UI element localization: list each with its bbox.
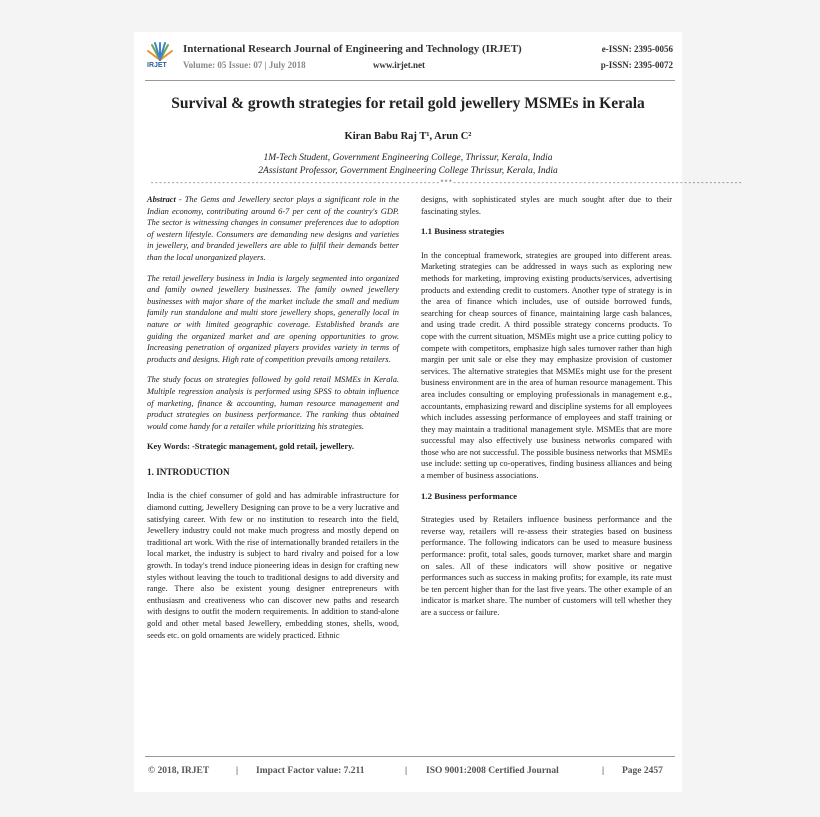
journal-website-link[interactable]: www.irjet.net: [373, 60, 425, 70]
subsection-heading-strategies: 1.1 Business strategies: [421, 226, 505, 237]
footer-divider: |: [602, 766, 605, 776]
irjet-logo: [145, 40, 175, 74]
copyright: © 2018, IRJET: [148, 766, 210, 776]
volume-issue: Volume: 05 Issue: 07 | July 2018: [183, 60, 306, 70]
logo-text: IRJET: [147, 62, 167, 69]
pissn: p-ISSN: 2395-0072: [600, 60, 673, 70]
separator-line: ---------------------------------------------------------------------***---------------------------------------------------------------------: [150, 180, 743, 188]
abstract-paragraph: [147, 194, 399, 264]
abstract-text-2: The retail jewellery business in India is largely segmented into organized and family owned jewellery businesses. The family owned jewellery businesses with major share of the market include the small and medium family run standalone and multi store jewellery shops, generally local in nature or with limited geographic coverage. Established brands are guiding the organized market and are opening opportunities to grow. Increasing penetration of organized players provides variety in terms of products and designs. High rate of competition prevails among retailers.: [147, 273, 399, 364]
journal-name: International Research Journal of Engineering and Technology (IRJET): [183, 43, 522, 55]
continued-text: designs, with sophisticated styles are much sought after due to their fascinating styles.: [421, 195, 672, 216]
abstract-text-3: The study focus on strategies followed by gold retail MSMEs in Kerala. Multiple regression analysis is performed using SPSS to obtain influence of marketing, finance & accounting, human resource management and product strategies on business performance. The ranking thus obtained would come handy for a retailer while prioritizing his strategies.: [147, 375, 399, 431]
eissn: e-ISSN: 2395-0056: [601, 44, 673, 54]
paper-title: Survival & growth strategies for retail gold jewellery MSMEs in Kerala: [171, 95, 645, 112]
page-number: Page 2457: [622, 766, 663, 776]
section-heading-introduction: 1. INTRODUCTION: [147, 466, 230, 477]
footer-rule: [145, 756, 675, 757]
page-footer: [148, 766, 674, 780]
affiliation-1: 1M-Tech Student, Government Engineering College, Thrissur, Kerala, India: [263, 153, 553, 163]
introduction-text: India is the chief consumer of gold and has admirable infrastructure for diamond cutting, Jewellery Designing can prove to be a very lucrative and satisfying career. With few or no institution to research into the field, Jewellery industry could not make much progress and mostly depend on traditional art work. With the rise of internationally branded retailers in the local market, the industry is subject to hard rivalry and poised for a low growth. In today's trend induce pioneering ideas in design for crafting new styles without leaving the touch to traditional designs to add diversity and range. There also be existent young designer entrepreneurs with enthusiasm and creativeness who can discover new paths and research with designs to outfit the modern requirements. In addition to stand-alone gold and other metal based Jewellery, embedding stones, shells, wood, seeds etc. on gold ornaments are widely practiced. Ethnic: [147, 491, 399, 640]
abstract-text-1: - The Gems and Jewellery sector plays a significant role in the Indian economy, contributing around 6-7 per cent of the country's GDP. The sector is witnessing changes in consumer preferences due to adoption of western lifestyle. Consumers are demanding new designs and varieties in jewellery, and branded jewellers are able to fulfil their demands better than the local unorganized players.: [147, 195, 399, 262]
authors: Kiran Babu Raj T¹, Arun C²: [344, 131, 472, 142]
footer-divider: |: [236, 766, 239, 776]
abstract-label: Abstract: [147, 195, 176, 204]
footer-divider: |: [405, 766, 408, 776]
journal-header: [145, 40, 675, 80]
impact-factor: Impact Factor value: 7.211: [256, 766, 365, 776]
strategies-text: In the conceptual framework, strategies are grouped into different areas. Marketing strategies can be addressed in ways such as exploring new methods for marketing, improving existing products/services, advertising products and extending credit to customers. Another type of strategy is in the area of finance which includes, use of outside borrowed funds, searching for cheap sources of finance, maintaining large cash balances, and using trade credit. A third possible strategy concerns products. To cope with the current situation, MSMEs might use a price cutting policy to compete with competitors, emphasize high sales turnover rather than high margin per unit sale or else they may emphasize provision of customer services. The alternative strategies that MSMEs might use for the present business environment are in the area of human resource management. This area includes consulting or employing professionals in management e.g., accountants, emphasizing reward and discipline systems for all employees which includes assessing performance of employees and staff training or they may maintain a traditional management style. MSMEs that are more successful may also effectively use business networks compared with those who are not successful. The possible business networks that MSMEs use include: setting up co-operatives, finding business alliances and being a member of business associations.: [421, 250, 672, 481]
keywords: Key Words: -Strategic management, gold retail, jewellery.: [147, 442, 354, 452]
iso-certification: ISO 9001:2008 Certified Journal: [426, 766, 559, 776]
left-column: [147, 194, 399, 650]
performance-text: Strategies used by Retailers influence business performance and the reverse way, retailers will re-assess their strategies based on business performance. The following indicators can be used to measure business performance: profit, total sales, goods turnover, market share and margin on sales. All of these indicators will show positive or negative performances such as success in making profits; for example, its rate must be ten percent higher than for the last five years. The other example of an indicator is market share. The number of customers will tell whether they are a success or failure.: [421, 515, 672, 617]
header-rule: [145, 80, 675, 81]
right-column: [421, 194, 672, 628]
affiliation-2: 2Assistant Professor, Government Engineering College Thrissur, Kerala, India: [258, 166, 558, 176]
subsection-heading-performance: 1.2 Business performance: [421, 490, 518, 501]
